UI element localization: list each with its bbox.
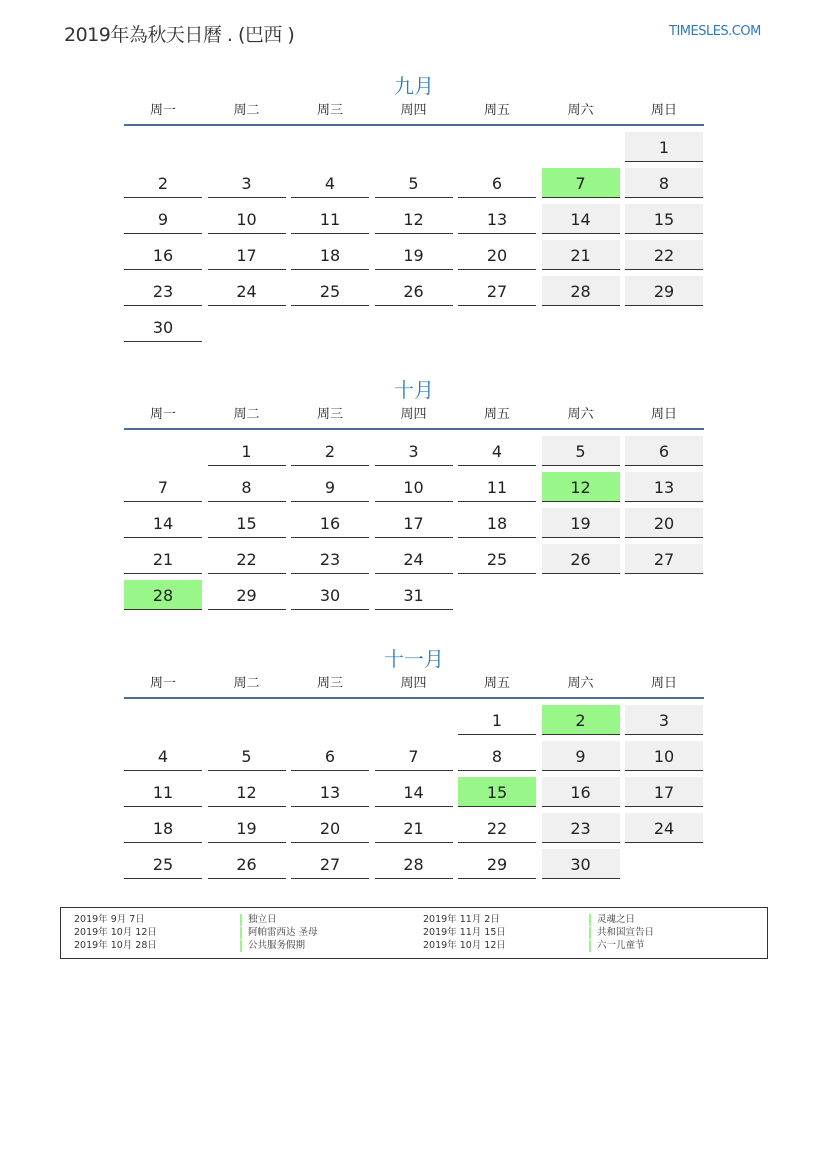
- day-cell[interactable]: 21: [542, 240, 620, 270]
- holiday-legend: [60, 907, 768, 959]
- day-cell[interactable]: 6: [291, 741, 369, 771]
- holiday-day-cell[interactable]: 12: [542, 472, 620, 502]
- day-cell[interactable]: 31: [375, 580, 453, 610]
- day-cell[interactable]: 10: [375, 472, 453, 502]
- day-cell[interactable]: 25: [458, 544, 536, 574]
- day-cell[interactable]: 16: [124, 240, 202, 270]
- day-cell[interactable]: 12: [375, 204, 453, 234]
- day-cell[interactable]: 25: [291, 276, 369, 306]
- legend-date: 2019年 10月 28日: [74, 940, 157, 951]
- day-cell[interactable]: 20: [458, 240, 536, 270]
- day-cell[interactable]: 24: [375, 544, 453, 574]
- holiday-day-cell[interactable]: 7: [542, 168, 620, 198]
- day-cell[interactable]: 11: [458, 472, 536, 502]
- weekday-label: 周六: [567, 407, 594, 422]
- month-title: 九月: [394, 74, 434, 98]
- legend-holiday-name: 六一儿童节: [589, 940, 645, 952]
- day-cell[interactable]: 10: [625, 741, 703, 771]
- day-cell[interactable]: 3: [375, 436, 453, 466]
- day-cell[interactable]: 14: [542, 204, 620, 234]
- day-cell[interactable]: 23: [291, 544, 369, 574]
- day-cell[interactable]: 18: [291, 240, 369, 270]
- day-cell[interactable]: 17: [625, 777, 703, 807]
- day-cell[interactable]: 7: [375, 741, 453, 771]
- legend-date: 2019年 9月 7日: [74, 914, 145, 925]
- weekday-label: 周一: [149, 676, 176, 691]
- weekday-label: 周五: [483, 407, 510, 422]
- day-cell[interactable]: 7: [124, 472, 202, 502]
- weekday-label: 周二: [233, 103, 260, 118]
- legend-holiday-name: 独立日: [240, 914, 277, 926]
- weekday-label: 周三: [316, 103, 343, 118]
- day-cell[interactable]: 15: [208, 508, 286, 538]
- day-cell[interactable]: 23: [124, 276, 202, 306]
- day-cell[interactable]: 29: [625, 276, 703, 306]
- day-cell[interactable]: 8: [625, 168, 703, 198]
- month-title: 十一月: [384, 647, 444, 671]
- day-cell[interactable]: 2: [124, 168, 202, 198]
- day-cell[interactable]: 11: [124, 777, 202, 807]
- day-cell[interactable]: 24: [625, 813, 703, 843]
- day-cell[interactable]: 30: [291, 580, 369, 610]
- legend-date: 2019年 10月 12日: [74, 927, 157, 938]
- holiday-day-cell[interactable]: 2: [542, 705, 620, 735]
- weekday-label: 周二: [233, 676, 260, 691]
- weekday-header: [124, 98, 704, 126]
- page-title: 2019年為秋天日曆 . (巴西 ): [64, 24, 295, 46]
- weekday-label: 周五: [483, 103, 510, 118]
- weekday-label: 周三: [316, 407, 343, 422]
- day-cell[interactable]: 2: [291, 436, 369, 466]
- weekday-label: 周六: [567, 103, 594, 118]
- day-cell[interactable]: 6: [458, 168, 536, 198]
- day-cell[interactable]: 8: [458, 741, 536, 771]
- day-cell[interactable]: 28: [375, 849, 453, 879]
- day-cell[interactable]: 3: [625, 705, 703, 735]
- day-cell[interactable]: 28: [542, 276, 620, 306]
- day-cell[interactable]: 3: [208, 168, 286, 198]
- day-cell[interactable]: 19: [542, 508, 620, 538]
- legend-date: 2019年 11月 15日: [423, 927, 506, 938]
- day-cell[interactable]: 17: [375, 508, 453, 538]
- day-cell[interactable]: 5: [542, 436, 620, 466]
- weekday-label: 周四: [400, 407, 427, 422]
- day-cell[interactable]: 27: [291, 849, 369, 879]
- day-cell[interactable]: 9: [124, 204, 202, 234]
- day-cell[interactable]: 18: [458, 508, 536, 538]
- weekday-label: 周日: [650, 103, 677, 118]
- day-cell[interactable]: 23: [542, 813, 620, 843]
- weekday-header: [124, 402, 704, 430]
- holiday-day-cell[interactable]: 28: [124, 580, 202, 610]
- day-cell[interactable]: 26: [542, 544, 620, 574]
- weekday-header: [124, 671, 704, 699]
- day-cell[interactable]: 9: [291, 472, 369, 502]
- day-cell[interactable]: 22: [458, 813, 536, 843]
- weekday-label: 周六: [567, 676, 594, 691]
- legend-date: 2019年 10月 12日: [423, 940, 506, 951]
- day-cell[interactable]: 11: [291, 204, 369, 234]
- legend-holiday-name: 共和国宣告日: [589, 927, 654, 939]
- weekday-label: 周一: [149, 407, 176, 422]
- weekday-label: 周三: [316, 676, 343, 691]
- weekday-label: 周二: [233, 407, 260, 422]
- day-cell[interactable]: 14: [375, 777, 453, 807]
- day-cell[interactable]: 25: [124, 849, 202, 879]
- day-cell[interactable]: 26: [208, 849, 286, 879]
- weekday-label: 周四: [400, 676, 427, 691]
- holiday-day-cell[interactable]: 15: [458, 777, 536, 807]
- site-logo[interactable]: TIMESLES.COM: [669, 24, 761, 39]
- day-cell[interactable]: 5: [208, 741, 286, 771]
- day-cell[interactable]: 20: [625, 508, 703, 538]
- day-cell[interactable]: 14: [124, 508, 202, 538]
- day-cell[interactable]: 29: [458, 849, 536, 879]
- day-cell[interactable]: 5: [375, 168, 453, 198]
- weekday-label: 周日: [650, 407, 677, 422]
- day-cell[interactable]: 1: [625, 132, 703, 162]
- day-cell[interactable]: 16: [291, 508, 369, 538]
- day-cell[interactable]: 22: [208, 544, 286, 574]
- weekday-label: 周四: [400, 103, 427, 118]
- month-title: 十月: [394, 378, 434, 402]
- day-cell[interactable]: 1: [458, 705, 536, 735]
- day-cell[interactable]: 16: [542, 777, 620, 807]
- day-cell[interactable]: 18: [124, 813, 202, 843]
- weekday-label: 周一: [149, 103, 176, 118]
- day-cell[interactable]: 8: [208, 472, 286, 502]
- day-cell[interactable]: 10: [208, 204, 286, 234]
- weekday-label: 周五: [483, 676, 510, 691]
- day-cell[interactable]: 30: [542, 849, 620, 879]
- legend-holiday-name: 灵魂之日: [589, 914, 635, 926]
- day-cell[interactable]: 17: [208, 240, 286, 270]
- day-cell[interactable]: 29: [208, 580, 286, 610]
- day-cell[interactable]: 15: [625, 204, 703, 234]
- legend-holiday-name: 阿帕雷西达 圣母: [240, 927, 318, 939]
- day-cell[interactable]: 9: [542, 741, 620, 771]
- day-cell[interactable]: 21: [124, 544, 202, 574]
- day-cell[interactable]: 4: [124, 741, 202, 771]
- day-cell[interactable]: 4: [291, 168, 369, 198]
- day-cell[interactable]: 24: [208, 276, 286, 306]
- day-cell[interactable]: 13: [458, 204, 536, 234]
- legend-date: 2019年 11月 2日: [423, 914, 500, 925]
- day-cell[interactable]: 6: [625, 436, 703, 466]
- day-cell[interactable]: 4: [458, 436, 536, 466]
- day-cell[interactable]: 22: [625, 240, 703, 270]
- day-cell[interactable]: 19: [208, 813, 286, 843]
- day-cell[interactable]: 13: [291, 777, 369, 807]
- day-cell[interactable]: 13: [625, 472, 703, 502]
- day-cell[interactable]: 27: [625, 544, 703, 574]
- day-cell[interactable]: 12: [208, 777, 286, 807]
- day-cell[interactable]: 27: [458, 276, 536, 306]
- day-cell[interactable]: 19: [375, 240, 453, 270]
- day-cell[interactable]: 21: [375, 813, 453, 843]
- weekday-label: 周日: [650, 676, 677, 691]
- day-cell[interactable]: 1: [208, 436, 286, 466]
- legend-holiday-name: 公共服务假期: [240, 940, 305, 952]
- day-cell[interactable]: 20: [291, 813, 369, 843]
- day-cell[interactable]: 26: [375, 276, 453, 306]
- day-cell[interactable]: 30: [124, 312, 202, 342]
